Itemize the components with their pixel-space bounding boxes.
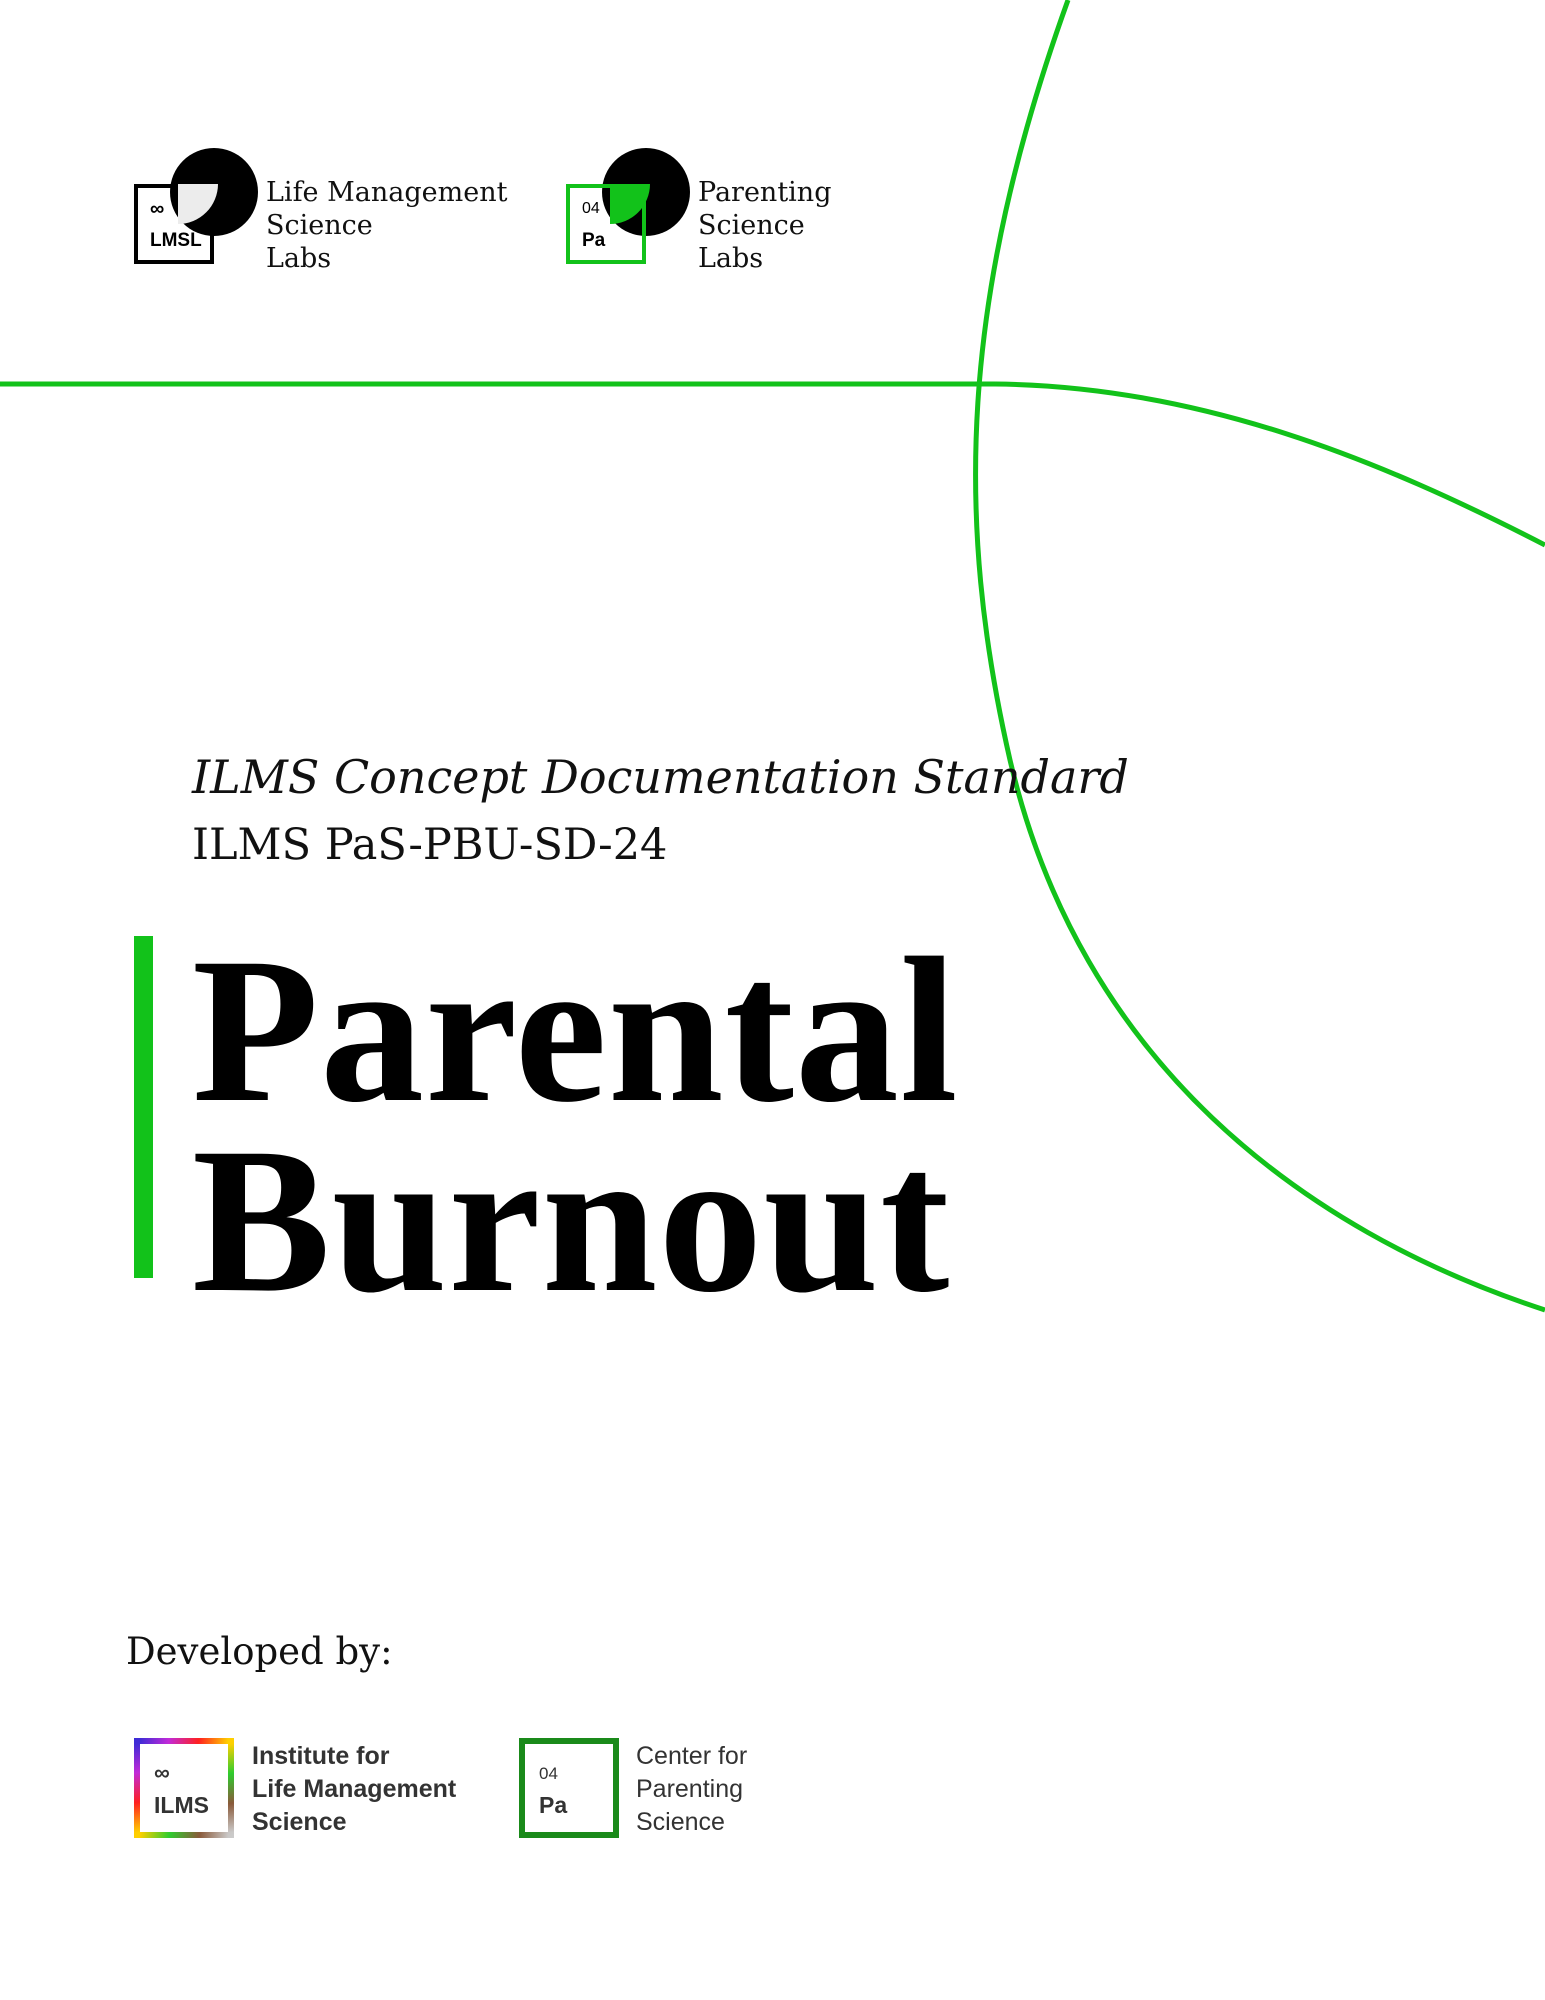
cps-number: 04 (539, 1764, 558, 1783)
lmsl-name: Life Management Science Labs (266, 177, 508, 274)
vertical-green-arc (976, 0, 1545, 1310)
psl-name: Parenting Science Labs (698, 177, 832, 274)
ilms-box (134, 1738, 234, 1838)
title-line-1: Parental (192, 915, 959, 1145)
infinity-icon: ∞ (154, 1760, 170, 1785)
psl-number: 04 (582, 200, 600, 217)
title-line-2: Burnout (192, 1105, 951, 1335)
infinity-icon: ∞ (150, 198, 165, 220)
lmsl-mark: LMSL (150, 230, 202, 251)
cps-box (519, 1738, 619, 1838)
ilms-mark: ILMS (154, 1792, 209, 1818)
horizontal-green-arc (995, 384, 1545, 545)
developed-by-label: Developed by: (126, 1630, 393, 1673)
cps-mark: Pa (539, 1792, 568, 1818)
lmsl-box (134, 184, 214, 264)
psl-mark: Pa (582, 230, 606, 251)
lmsl-quarter-shape (178, 184, 218, 224)
cps-name: Center for Parenting Science (636, 1742, 748, 1836)
psl-box (566, 184, 646, 264)
ilms-name: Institute for Life Management Science (252, 1742, 457, 1836)
document-series: ILMS Concept Documentation Standard (192, 750, 1129, 804)
psl-quarter-shape (610, 184, 650, 224)
document-code: ILMS PaS-PBU-SD-24 (192, 820, 668, 870)
title-accent-bar (134, 936, 153, 1278)
